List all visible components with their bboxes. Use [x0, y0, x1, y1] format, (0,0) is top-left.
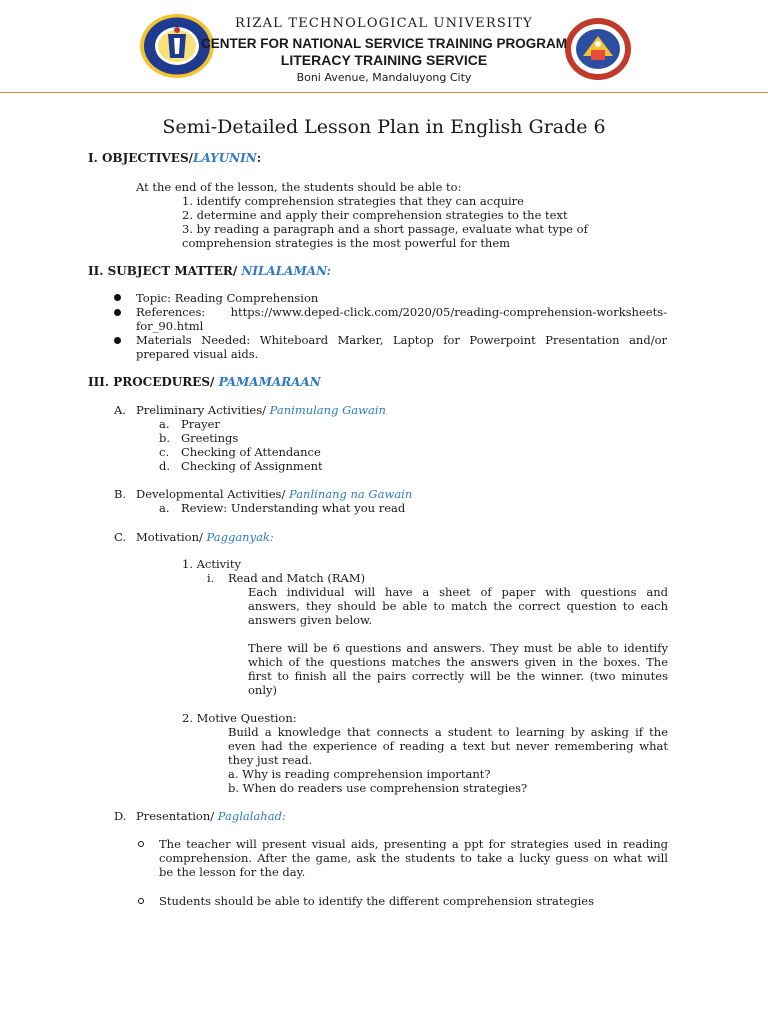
- ram-paragraph-line: only): [248, 683, 277, 697]
- section-b-label: B.: [114, 487, 127, 501]
- b-item-letter: a.: [159, 501, 170, 515]
- subject-references-cont: for_90.html: [136, 319, 204, 333]
- motive-question: b. When do readers use comprehension strategies?: [228, 781, 528, 795]
- motive-label: 2. Motive Question:: [182, 711, 297, 725]
- section-c-title: Motivation/ Pagganyak:: [136, 530, 274, 544]
- section-d-label: D.: [114, 809, 127, 823]
- document-title: Semi-Detailed Lesson Plan in English Grade 6: [162, 116, 606, 138]
- objective-item: 1. identify comprehension strategies that they can acquire: [182, 194, 524, 208]
- a-item: Greetings: [181, 431, 239, 445]
- section-d-title: Presentation/ Paglalahad:: [136, 809, 286, 823]
- header-divider: [0, 92, 768, 93]
- subject-materials: Materials Needed: Whiteboard Marker, Laptop for Powerpoint Presentation and/or: [136, 333, 667, 347]
- motive-paragraph-line: even had the experience of reading a text but never remembering what: [228, 739, 668, 753]
- ram-number: i.: [207, 571, 215, 585]
- a-item-letter: c.: [159, 445, 170, 459]
- ram-paragraph-line: There will be 6 questions and answers. They must be able to identify: [248, 641, 668, 655]
- procedures-heading: III. PROCEDURES/ PAMAMARAAN: [88, 375, 321, 389]
- a-item: Prayer: [181, 417, 220, 431]
- presentation-paragraph-line: Students should be able to identify the different comprehension strategies: [159, 894, 594, 908]
- motive-paragraph-line: Build a knowledge that connects a student to learning by asking if the: [228, 725, 668, 739]
- circle-bullet-icon: [138, 898, 144, 904]
- subject-topic: Topic: Reading Comprehension: [136, 291, 319, 305]
- objective-item: 2. determine and apply their comprehension strategies to the text: [182, 208, 568, 222]
- subject-materials-cont: prepared visual aids.: [136, 347, 259, 361]
- ram-paragraph-line: Each individual will have a sheet of paper with questions and: [248, 585, 668, 599]
- activity-label: 1. Activity: [182, 557, 241, 571]
- presentation-paragraph-line: The teacher will present visual aids, presenting a ppt for strategies used in reading: [159, 837, 668, 851]
- objective-item: 3. by reading a paragraph and a short passage, evaluate what type of: [182, 222, 588, 236]
- objective-item: comprehension strategies is the most powerful for them: [182, 236, 511, 250]
- section-a-title: Preliminary Activities/ Panimulang Gawain: [136, 403, 386, 417]
- a-item: Checking of Assignment: [181, 459, 323, 473]
- presentation-paragraph-line: comprehension. After the game, ask the students to take a lucky guess on what will: [159, 851, 668, 865]
- program-name: LITERACY TRAINING SERVICE: [280, 52, 488, 68]
- a-item-letter: a.: [159, 417, 170, 431]
- motive-question: a. Why is reading comprehension important?: [228, 767, 491, 781]
- ram-paragraph-line: which of the questions matches the answers given in the boxes. The: [248, 655, 668, 669]
- presentation-paragraph-line: be the lesson for the day.: [159, 865, 306, 879]
- section-c-label: C.: [114, 530, 127, 544]
- circle-bullet-icon: [138, 841, 144, 847]
- ram-paragraph-line: first to finish all the pairs correctly will be the winner. (two minutes: [248, 669, 668, 683]
- b-item: Review: Understanding what you read: [181, 501, 406, 515]
- address: Boni Avenue, Mandaluyong City: [296, 71, 472, 84]
- section-b-title: Developmental Activities/ Panlinang na Gawain: [136, 487, 413, 501]
- subject-references: References: https://www.deped-click.com/2020/05/reading-comprehension-worksheets-: [136, 305, 667, 319]
- center-name: CENTER FOR NATIONAL SERVICE TRAINING PROGRAM: [200, 36, 568, 51]
- bullet-icon: [114, 309, 121, 316]
- bullet-icon: [114, 337, 121, 344]
- a-item: Checking of Attendance: [181, 445, 321, 459]
- section-a-label: A.: [114, 403, 126, 417]
- university-name: RIZAL TECHNOLOGICAL UNIVERSITY: [235, 16, 533, 31]
- document-header: [0, 0, 768, 90]
- a-item-letter: d.: [159, 459, 171, 473]
- motive-paragraph-line: they just read.: [228, 753, 313, 767]
- ram-title: Read and Match (RAM): [228, 571, 366, 585]
- ram-paragraph-line: answers given below.: [248, 613, 373, 627]
- ram-paragraph-line: answers, they should be able to match the correct question to each: [248, 599, 668, 613]
- bullet-icon: [114, 294, 121, 301]
- subject-heading: II. SUBJECT MATTER/ NILALAMAN:: [88, 264, 332, 278]
- a-item-letter: b.: [159, 431, 171, 445]
- objectives-intro: At the end of the lesson, the students should be able to:: [136, 180, 462, 194]
- objectives-heading: I. OBJECTIVES/LAYUNIN:: [88, 151, 262, 165]
